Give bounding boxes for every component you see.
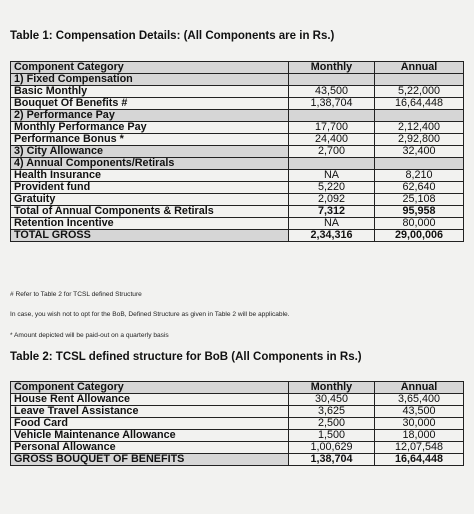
total-row [11,230,464,242]
table-row [11,442,464,454]
row-label: Retention Incentive [11,218,289,230]
section-row [11,74,464,86]
footnote-opt-out: In case, you wish not to opt for the BoB, Defined Structure as given in Table 2 will be applicable. [10,311,290,318]
table-row [11,134,464,146]
row-monthly: NA [289,218,375,230]
row-annual: 2,92,800 [375,134,464,146]
row-label: Leave Travel Assistance [11,406,289,418]
row-monthly: 2,700 [289,146,375,158]
table-row [11,206,464,218]
table2-title: Table 2: TCSL defined structure for BoB (All Components in Rs.) [10,351,362,363]
row-label: Personal Allowance [11,442,289,454]
header-component-category: Component Category [11,382,289,394]
bob-structure-table [10,381,464,466]
row-monthly: 1,00,629 [289,442,375,454]
section-row [11,158,464,170]
row-label: Provident fund [11,182,289,194]
row-annual: 2,12,400 [375,122,464,134]
section-performance-pay: 2) Performance Pay [11,110,289,122]
table1-title: Table 1: Compensation Details: (All Components are in Rs.) [10,30,335,42]
row-label: Food Card [11,418,289,430]
row-monthly: 1,38,704 [289,98,375,110]
table-header-row [11,382,464,394]
table-row [11,182,464,194]
header-component-category: Component Category [11,62,289,74]
row-label: Bouquet Of Benefits # [11,98,289,110]
table-row [11,430,464,442]
row-label: Health Insurance [11,170,289,182]
table-row [11,98,464,110]
row-label: House Rent Allowance [11,394,289,406]
row-annual: 43,500 [375,406,464,418]
table-row [11,418,464,430]
total-monthly: 2,34,316 [289,230,375,242]
row-label: Basic Monthly [11,86,289,98]
row-monthly: 3,625 [289,406,375,418]
header-monthly: Monthly [289,62,375,74]
table-row [11,194,464,206]
table-row [11,218,464,230]
section-fixed-compensation: 1) Fixed Compensation [11,74,289,86]
footnote-quarterly: * Amount depicted will be paid-out on a quarterly basis [10,332,169,339]
row-monthly: 7,312 [289,206,375,218]
row-monthly: 5,220 [289,182,375,194]
footnote-bob: # Refer to Table 2 for TCSL defined Structure [10,291,142,298]
row-annual: 95,958 [375,206,464,218]
row-annual: 62,640 [375,182,464,194]
table-row [11,170,464,182]
row-annual: 12,07,548 [375,442,464,454]
table-header-row [11,62,464,74]
row-monthly: 43,500 [289,86,375,98]
row-label: Gratuity [11,194,289,206]
row-label: Monthly Performance Pay [11,122,289,134]
table-row [11,406,464,418]
row-monthly: 2,092 [289,194,375,206]
row-annual: 3,65,400 [375,394,464,406]
row-annual: 32,400 [375,146,464,158]
total-monthly: 1,38,704 [289,454,375,466]
row-monthly: 17,700 [289,122,375,134]
row-label: Performance Bonus * [11,134,289,146]
row-annual: 30,000 [375,418,464,430]
row-annual: 80,000 [375,218,464,230]
row-monthly: 30,450 [289,394,375,406]
total-label: GROSS BOUQUET OF BENEFITS [11,454,289,466]
row-annual: 8,210 [375,170,464,182]
section-city-allowance: 3) City Allowance [11,146,289,158]
total-label: TOTAL GROSS [11,230,289,242]
header-annual: Annual [375,62,464,74]
row-annual: 16,64,448 [375,98,464,110]
row-monthly: 24,400 [289,134,375,146]
row-annual: 18,000 [375,430,464,442]
compensation-table [10,61,464,242]
table-row [11,86,464,98]
total-annual: 29,00,006 [375,230,464,242]
row-annual: 5,22,000 [375,86,464,98]
total-row [11,454,464,466]
header-monthly: Monthly [289,382,375,394]
table-row [11,394,464,406]
table-row [11,122,464,134]
row-label: Vehicle Maintenance Allowance [11,430,289,442]
total-annual: 16,64,448 [375,454,464,466]
row-monthly: 2,500 [289,418,375,430]
section-row [11,110,464,122]
header-annual: Annual [375,382,464,394]
section-annual-components: 4) Annual Components/Retirals [11,158,289,170]
row-label: Total of Annual Components & Retirals [11,206,289,218]
row-monthly: NA [289,170,375,182]
section-row [11,146,464,158]
row-monthly: 1,500 [289,430,375,442]
row-annual: 25,108 [375,194,464,206]
